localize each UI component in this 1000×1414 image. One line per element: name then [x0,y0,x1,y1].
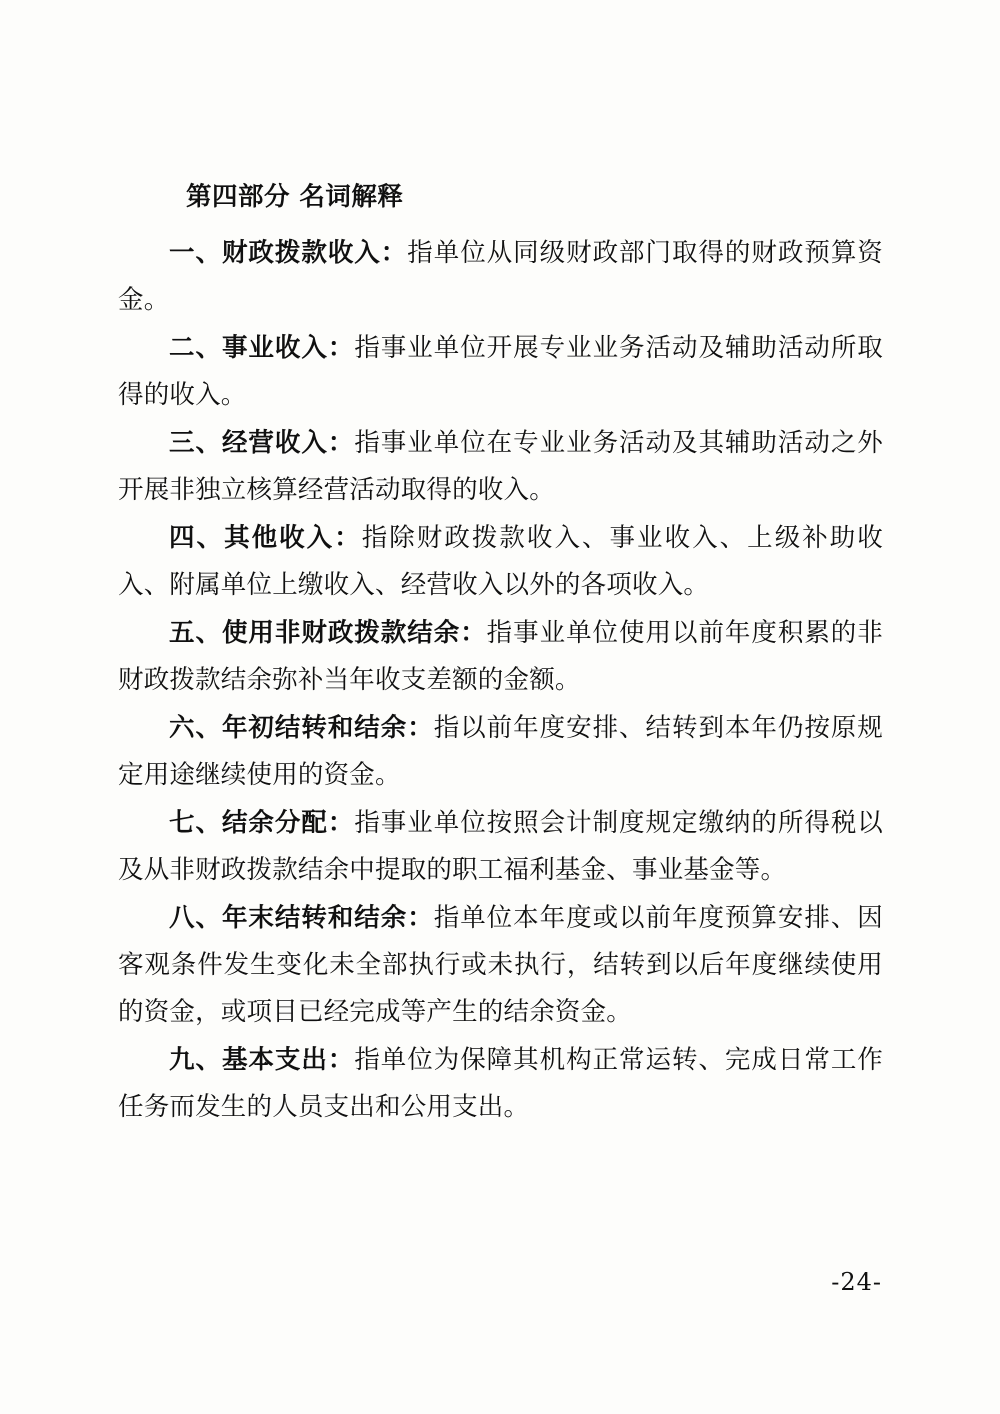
definition-text: 指除财政拨款收入、事业收入、上级补助收入、附属单位上缴收入、经营收入以外的各项收入。 [118,523,883,601]
definition-text: 指单位为保障其机构正常运转、完成日常工作任务而发生的人员支出和公用支出。 [118,1045,883,1123]
document-body [118,178,883,1132]
definition-term: 八、年末结转和结余： [169,903,434,934]
definition-text: 指事业单位开展专业业务活动及辅助活动所取得的收入。 [118,333,883,411]
definition-text: 指以前年度安排、结转到本年仍按原规定用途继续使用的资金。 [118,713,883,791]
definition-term: 四、其他收入： [169,523,362,554]
definition-term: 九、基本支出： [169,1045,355,1076]
definition-term: 六、年初结转和结余： [169,713,434,744]
definition-paragraph [118,420,883,514]
definition-paragraph [118,610,883,704]
page-number: -24- [831,1268,882,1296]
definition-paragraph [118,705,883,799]
definition-paragraph [118,230,883,324]
definition-paragraph [118,515,883,609]
definition-paragraph [118,800,883,894]
definition-text: 指单位从同级财政部门取得的财政预算资金。 [118,238,883,316]
definition-term: 七、结余分配： [169,808,355,839]
definition-paragraph [118,895,883,1036]
definition-term: 三、经营收入： [169,428,355,459]
definition-term: 一、财政拨款收入： [169,238,408,269]
section-heading: 第四部分 名词解释 [186,182,404,212]
definition-text: 指事业单位在专业业务活动及其辅助活动之外开展非独立核算经营活动取得的收入。 [118,428,883,506]
definition-paragraph [118,325,883,419]
definition-paragraph [118,1037,883,1131]
definition-text: 指事业单位按照会计制度规定缴纳的所得税以及从非财政拨款结余中提取的职工福利基金、事业基金等。 [118,808,883,886]
definition-term: 二、事业收入： [169,333,355,364]
definition-term: 五、使用非财政拨款结余： [169,618,487,649]
definition-text: 指单位本年度或以前年度预算安排、因客观条件发生变化未全部执行或未执行，结转到以后年度继续使用的资金，或项目已经完成等产生的结余资金。 [118,903,883,1028]
definition-text: 指事业单位使用以前年度积累的非财政拨款结余弥补当年收支差额的金额。 [118,618,883,696]
